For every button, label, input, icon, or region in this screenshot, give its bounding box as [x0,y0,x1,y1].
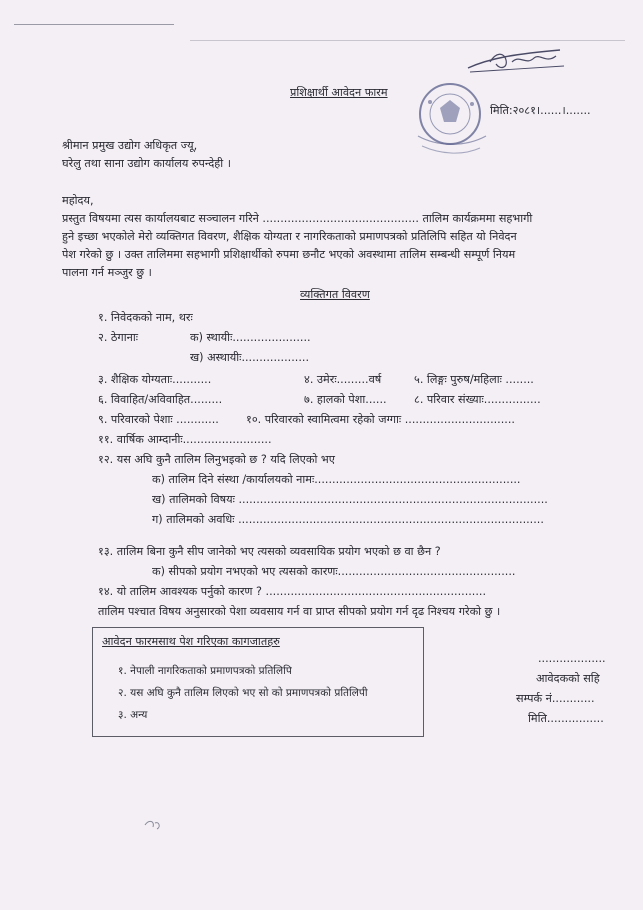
applicant-signature-label: आवेदकको सहि [536,672,600,685]
ink-smudge [141,815,165,833]
field-occupation: ७. हालको पेशा...... [304,393,387,406]
field-address-temporary: ख) अस्थायीः................... [190,351,310,364]
field-family-occupation: ९. परिवारको पेशाः ............ [98,413,219,426]
field-training-subject: ख) तालिमको विषयः ....................................................................................... [152,493,548,506]
signature-scribble [460,44,570,78]
addressee-line-2: घरेलु तथा साना उद्योग कार्यालय रुपन्देही । [62,157,231,170]
field-name: १. निवेदकको नाम, थरः [98,311,193,324]
addressee-line-1: श्रीमान प्रमुख उद्योग अधिकृत ज्यू, [62,139,198,152]
field-training-duration: ग) तालिमको अवधिः ...................................................................................... [152,513,544,526]
field-marital-status: ६. विवाहित/अविवाहित......... [98,393,223,406]
applicant-contact: सम्पर्क नं............ [516,692,595,705]
field-family-size: ८. परिवार संख्याः................ [414,393,541,406]
paragraph-line-4: पालना गर्न मञ्जुर छु । [62,266,152,279]
attachment-item-3: ३. अन्य [118,709,148,721]
field-family-land: १०. परिवारको स्वामित्वमा रहेको जग्गाः ............................... [246,413,515,426]
applicant-signature-dots: ................... [538,652,606,665]
date-line: मिति:२०८१।......।....... [490,104,591,117]
top-rule [14,24,174,25]
field-address-label: २. ठेगानाः [98,331,138,344]
field-skill-reason: क) सीपको प्रयोग नभएको भए त्यसको कारणः.................................................. [152,565,516,578]
paragraph-line-1: प्रस्तुत विषयमा त्यस कार्यालयबाट सञ्चालन गरिने ............................................ तालिम कार्यक्रममा सहभागी [62,212,533,225]
field-education: ३. शैक्षिक योग्यताः........... [98,373,212,386]
paragraph-line-2: हुने इच्छा भएकोले मेरो व्यक्तिगत विवरण, शैक्षिक योग्यता र नागरिकताको प्रमाणपत्रको प्रतिलिपि सहित यो निवेदन [62,230,517,243]
paragraph-line-3: पेश गरेको छु । उक्त तालिममा सहभागी प्रशिक्षार्थीको रुपमा छनौट भएको अवस्थामा तालिम सम्बन्धी सम्पूर्ण नियम [62,248,516,261]
field-address-permanent: क) स्थायीः...................... [190,331,311,344]
field-training-need: १४. यो तालिम आवश्यक पर्नुको कारण ? .............................................................. [98,585,487,598]
attachment-item-1: १. नेपाली नागरिकताको प्रमाणपत्रको प्रतिलिपि [118,665,292,677]
top-rule-faint [190,40,625,41]
field-previous-training: १२. यस अघि कुनै तालिम लिनुभइको छ ? यदि लिएको भए [98,453,335,466]
attachments-heading: आवेदन फारमसाथ पेश गरिएका कागजातहरु [102,635,280,648]
field-age: ४. उमेरः.........वर्ष [304,373,382,386]
field-training-institute: क) तालिम दिने संस्था /कार्यालयको नामः.......................................................... [152,473,521,486]
office-stamp [400,74,500,164]
form-title: प्रशिक्षार्थी आवेदन फारम [290,86,388,99]
closing-declaration: तालिम पश्चात विषय अनुसारको पेशा व्यवसाय गर्न वा प्राप्त सीपको प्रयोग गर्न दृढ निश्चय गरेको छु । [98,605,501,618]
details-heading: व्यक्तिगत विवरण [300,288,370,301]
field-skill-usage: १३. तालिम बिना कुनै सीप जानेको भए त्यसको व्यवसायिक प्रयोग भएको छ वा छैन ? [98,545,441,558]
field-annual-income: ११. वार्षिक आम्दानीः......................... [98,433,272,446]
attachment-item-2: २. यस अघि कुनै तालिम लिएको भए सो को प्रमाणपत्रको प्रतिलिपी [118,687,368,699]
salutation: महोदय, [62,194,94,207]
applicant-date: मिति................ [528,712,604,725]
field-gender: ५. लिङ्गः पुरुष/महिलाः ........ [414,373,534,386]
